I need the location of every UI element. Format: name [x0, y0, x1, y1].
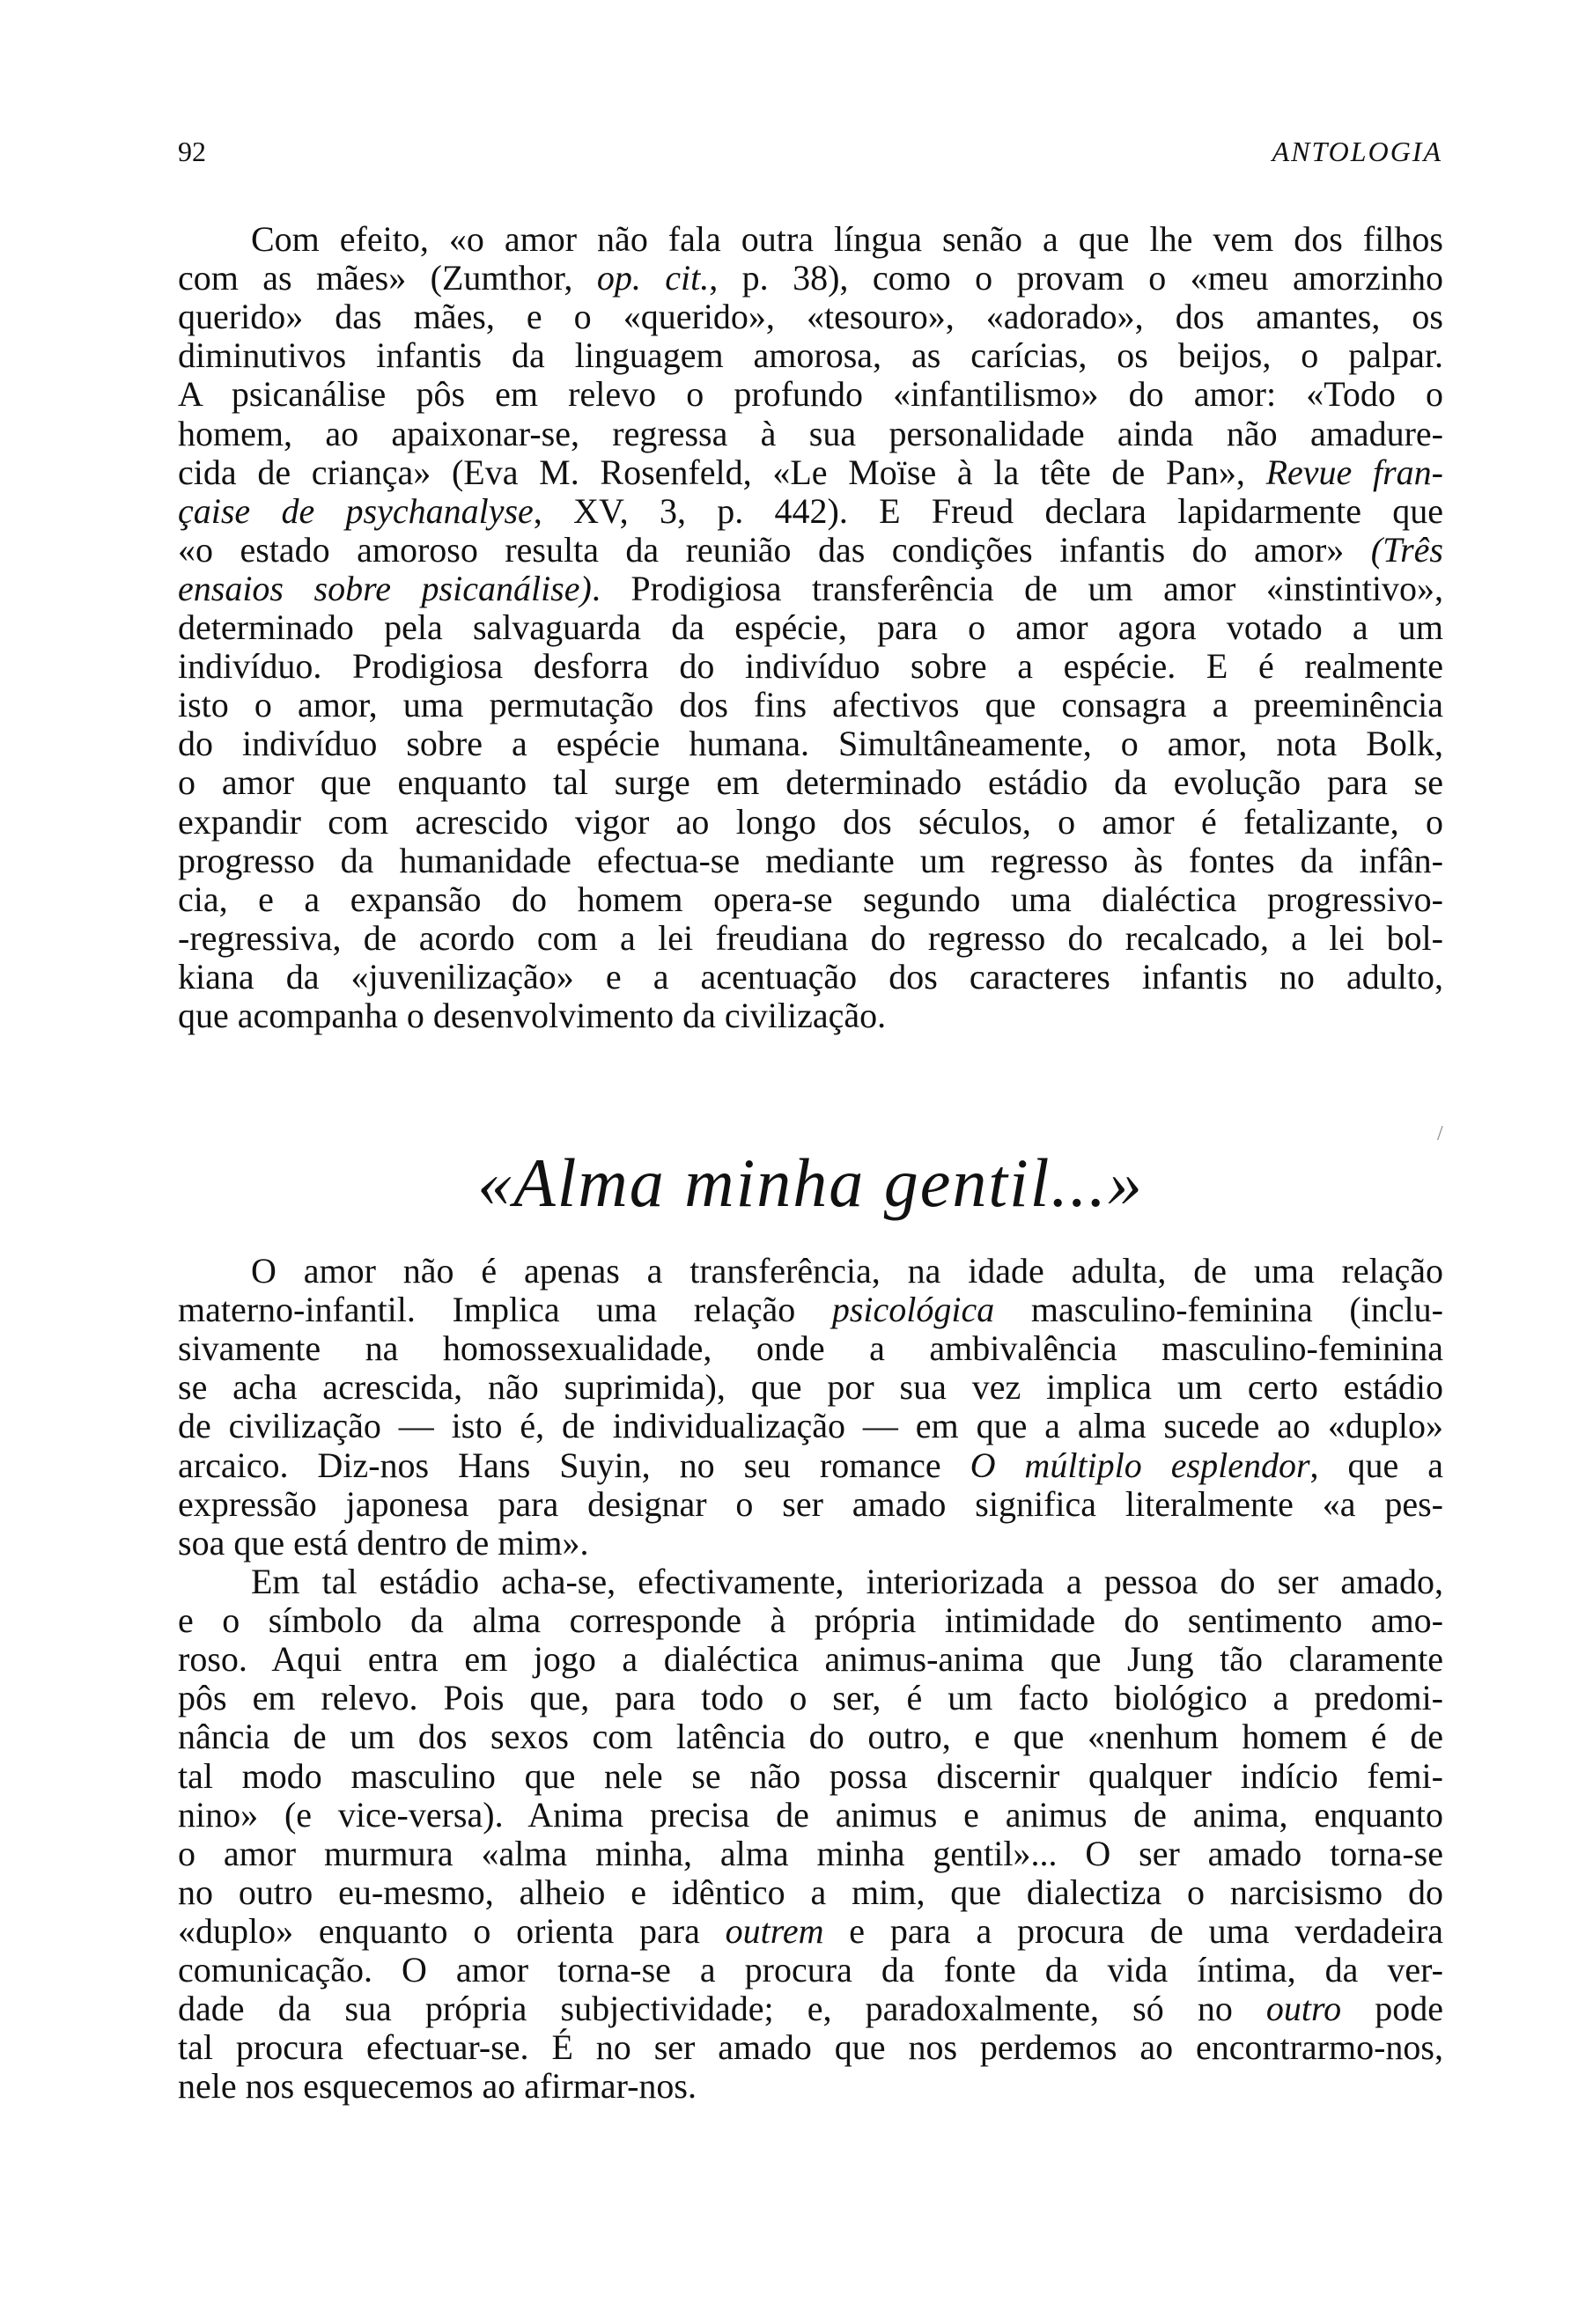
- text-line: tal procura efectuar-se. É no ser amado que nos perdemos ao encontrarmo-nos,: [178, 2027, 1443, 2068]
- text-line: cia, e a expansão do homem opera-se segundo uma dialéctica progressivo-: [178, 879, 1443, 919]
- text-line: expandir com acrescido vigor ao longo dos séculos, o amor é fetalizante, o: [178, 801, 1443, 842]
- text-line: homem, ao apaixonar-se, regressa à sua personalidade ainda não amadure-: [178, 413, 1443, 453]
- text-line: materno-infantil. Implica uma relação psicológica masculino-feminina (inclu-: [178, 1290, 1443, 1330]
- text-line: O amor não é apenas a transferência, na idade adulta, de uma relação: [251, 1251, 1443, 1291]
- section-title: «Alma minha gentil...»: [477, 1144, 1144, 1221]
- text-line: arcaico. Diz-nos Hans Suyin, no seu romance O múltiplo esplendor, que a: [178, 1445, 1443, 1485]
- text-line: expressão japonesa para designar o ser amado significa literalmente «a pes-: [178, 1483, 1443, 1524]
- text-line: soa que está dentro de mim».: [178, 1522, 589, 1563]
- text-line: sivamente na homossexualidade, onde a ambivalência masculino-feminina: [178, 1328, 1443, 1369]
- text-line: querido» das mães, e o «querido», «tesouro», «adorado», dos amantes, os: [178, 297, 1443, 337]
- text-line: A psicanálise pôs em relevo o profundo «infantilismo» do amor: «Todo o: [178, 374, 1443, 415]
- text-line: roso. Aqui entra em jogo a dialéctica animus-anima que Jung tão claramente: [178, 1639, 1443, 1680]
- text-line: diminutivos infantis da linguagem amorosa, as carícias, os beijos, o palpar.: [178, 335, 1443, 376]
- text-line: «duplo» enquanto o orienta para outrem e para a procura de uma verdadeira: [178, 1910, 1443, 1951]
- text-line: do indivíduo sobre a espécie humana. Simultâneamente, o amor, nota Bolk,: [178, 724, 1443, 764]
- text-line: isto o amor, uma permutação dos fins afectivos que consagra a preeminência: [178, 685, 1443, 725]
- text-line: o amor murmura «alma minha, alma minha gentil»... O ser amado torna-se: [178, 1833, 1443, 1873]
- text-line: o amor que enquanto tal surge em determinado estádio da evolução para se: [178, 762, 1443, 803]
- text-line: comunicação. O amor torna-se a procura da fonte da vida íntima, da ver-: [178, 1950, 1443, 1989]
- text-line: progresso da humanidade efectua-se mediante um regresso às fontes da infân-: [178, 840, 1443, 880]
- text-line: pôs em relevo. Pois que, para todo o ser, é um facto biológico a predomi-: [178, 1678, 1443, 1718]
- text-line: cida de criança» (Eva M. Rosenfeld, «Le Moïse à la tête de Pan», Revue fran-: [178, 452, 1443, 492]
- text-line: e o símbolo da alma corresponde à própria intimidade do sentimento amo-: [178, 1600, 1443, 1641]
- text-line: que acompanha o desenvolvimento da civilização.: [178, 996, 887, 1035]
- page-number: 92: [178, 136, 206, 167]
- text-line: Com efeito, «o amor não fala outra língua senão a que lhe vem dos filhos: [251, 219, 1443, 259]
- text-line: dade da sua própria subjectividade; e, paradoxalmente, só no outro pode: [178, 1989, 1443, 2029]
- text-line: determinado pela salvaguarda da espécie, para o amor agora votado a um: [178, 607, 1443, 647]
- text-line: de civilização — isto é, de individualização — em que a alma sucede ao «duplo»: [178, 1406, 1443, 1446]
- text-line: indivíduo. Prodigiosa desforra do indivíduo sobre a espécie. E é realmente: [178, 646, 1443, 687]
- text-line: com as mães» (Zumthor, op. cit., p. 38), como o provam o «meu amorzinho: [178, 258, 1444, 298]
- text-line: Em tal estádio acha-se, efectivamente, interiorizada a pessoa do ser amado,: [251, 1562, 1443, 1601]
- text-line: kiana da «juvenilização» e a acentuação dos caracteres infantis no adulto,: [178, 956, 1443, 997]
- text-line: -regressiva, de acordo com a lei freudiana do regresso do recalcado, a lei bol-: [178, 917, 1443, 958]
- text-line: tal modo masculino que nele se não possa discernir qualquer indício femi-: [178, 1755, 1443, 1796]
- text-line: nância de um dos sexos com latência do outro, e que «nenhum homem é de: [178, 1717, 1443, 1757]
- margin-mark: /: [1437, 1122, 1443, 1145]
- text-line: nele nos esquecemos ao afirmar-nos.: [178, 2066, 697, 2107]
- text-line: «o estado amoroso resulta da reunião das condições infantis do amor» (Três: [178, 529, 1443, 570]
- text-line: se acha acrescida, não suprimida), que por sua vez implica um certo estádio: [178, 1367, 1443, 1408]
- text-line: çaise de psychanalyse, XV, 3, p. 442). E Freud declara lapidarmente que: [178, 490, 1444, 531]
- text-line: nino» (e vice-versa). Anima precisa de animus e animus de anima, enquanto: [178, 1794, 1443, 1835]
- text-line: no outro eu-mesmo, alheio e idêntico a mim, que dialectiza o narcisismo do: [178, 1872, 1443, 1912]
- running-title: ANTOLOGIA: [1272, 136, 1442, 167]
- text-line: ensaios sobre psicanálise). Prodigiosa transferência de um amor «instintivo»,: [178, 568, 1444, 608]
